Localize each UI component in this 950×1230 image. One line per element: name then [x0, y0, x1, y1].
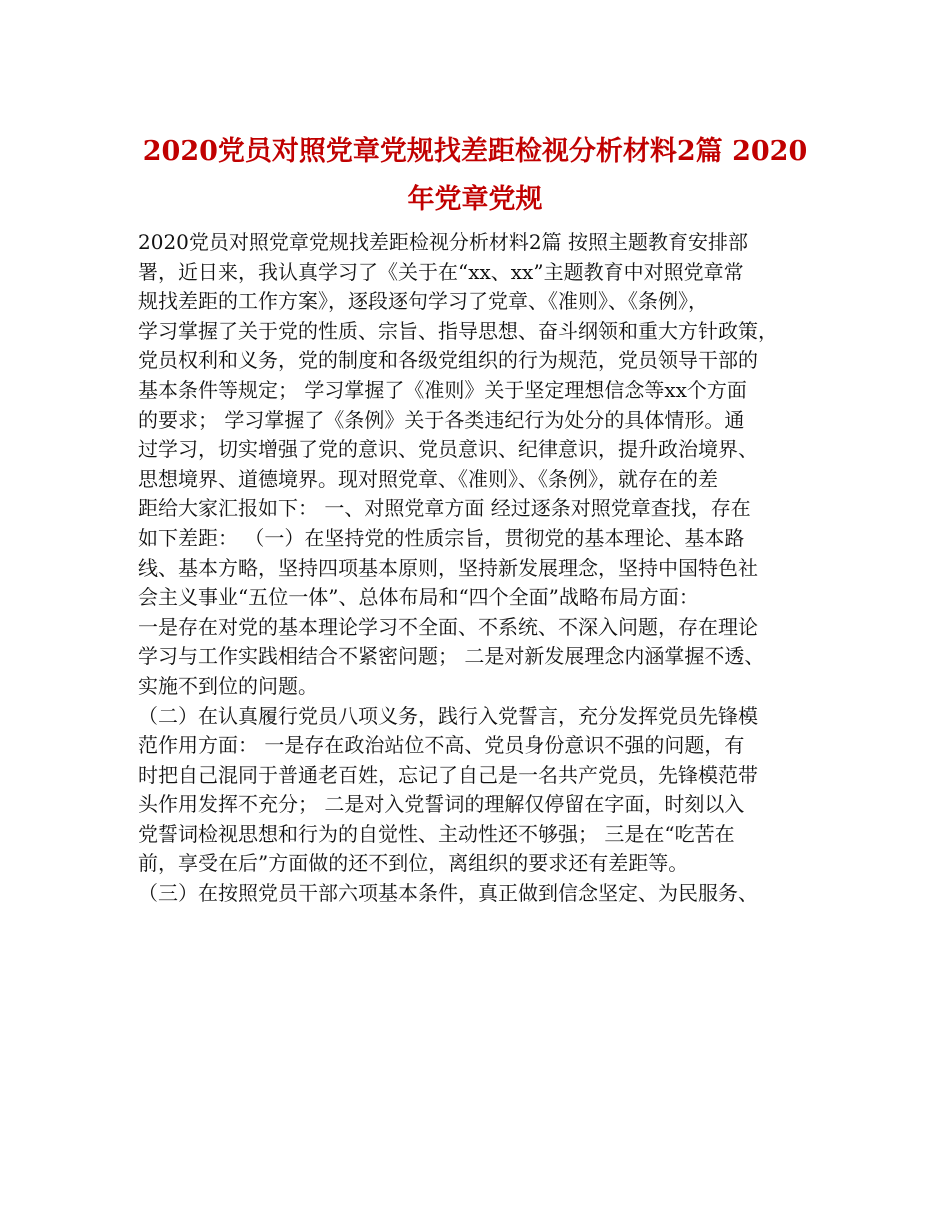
document-title	[100, 128, 850, 224]
body-line: 距给大家汇报如下： 一、对照党章方面 经过逐条对照党章查找，存在	[138, 496, 751, 521]
body-line: （二）在认真履行党员八项义务，践行入党誓言，充分发挥党员先锋模	[138, 703, 758, 728]
body-line: 署，近日来，我认真学习了《关于在“xx、xx”主题教育中对照党章常	[138, 259, 744, 284]
body-line: 线、基本方略，坚持四项基本原则，坚持新发展理念，坚持中国特色社	[138, 555, 758, 580]
body-line: 会主义事业“五位一体”、总体布局和“四个全面”战略布局方面：	[138, 585, 699, 610]
title-line-1: 2020党员对照党章党规找差距检视分析材料2篇 2020	[142, 136, 808, 167]
body-line: 思想境界、道德境界。现对照党章、《准则》、《条例》，就存在的差	[138, 466, 718, 491]
body-line: 时把自己混同于普通老百姓，忘记了自己是一名共产党员，先锋模范带	[138, 762, 758, 787]
body-line: 如下差距： （一）在坚持党的性质宗旨，贯彻党的基本理论、基本路	[138, 525, 745, 550]
body-line: 范作用方面： 一是存在政治站位不高、党员身份意识不强的问题，有	[138, 733, 745, 758]
title-line-2: 年党章党规	[407, 184, 543, 215]
body-line: 学习掌握了关于党的性质、宗旨、指导思想、奋斗纲领和重大方针政策，	[138, 318, 778, 343]
body-line: 党誓词检视思想和行为的自觉性、主动性还不够强； 三是在“吃苦在	[138, 821, 735, 846]
body-line: 的要求； 学习掌握了《条例》关于各类违纪行为处分的具体情形。通	[138, 407, 745, 432]
body-line: 前，享受在后”方面做的还不到位，离组织的要求还有差距等。	[138, 851, 689, 876]
body-line: 过学习，切实增强了党的意识、党员意识、纪律意识，提升政治境界、	[138, 437, 758, 462]
body-line: 实施不到位的问题。	[138, 673, 318, 698]
body-line: 学习与工作实践相结合不紧密问题； 二是对新发展理念内涵掌握不透、	[138, 644, 765, 669]
body-line: （三）在按照党员干部六项基本条件，真正做到信念坚定、为民服务、	[138, 881, 758, 906]
document-body	[138, 228, 838, 909]
body-line: 2020党员对照党章党规找差距检视分析材料2篇 按照主题教育安排部	[138, 230, 748, 254]
body-line: 党员权利和义务，党的制度和各级党组织的行为规范，党员领导干部的	[138, 348, 758, 373]
body-line: 头作用发挥不充分； 二是对入党誓词的理解仅停留在字面，时刻以入	[138, 792, 745, 817]
body-line: 一是存在对党的基本理论学习不全面、不系统、不深入问题，存在理论	[138, 614, 758, 639]
body-line: 规找差距的工作方案》，逐段逐句学习了党章、《准则》、《条例》，	[138, 289, 708, 314]
body-line: 基本条件等规定； 学习掌握了《准则》关于坚定理想信念等xx个方面	[138, 377, 747, 402]
